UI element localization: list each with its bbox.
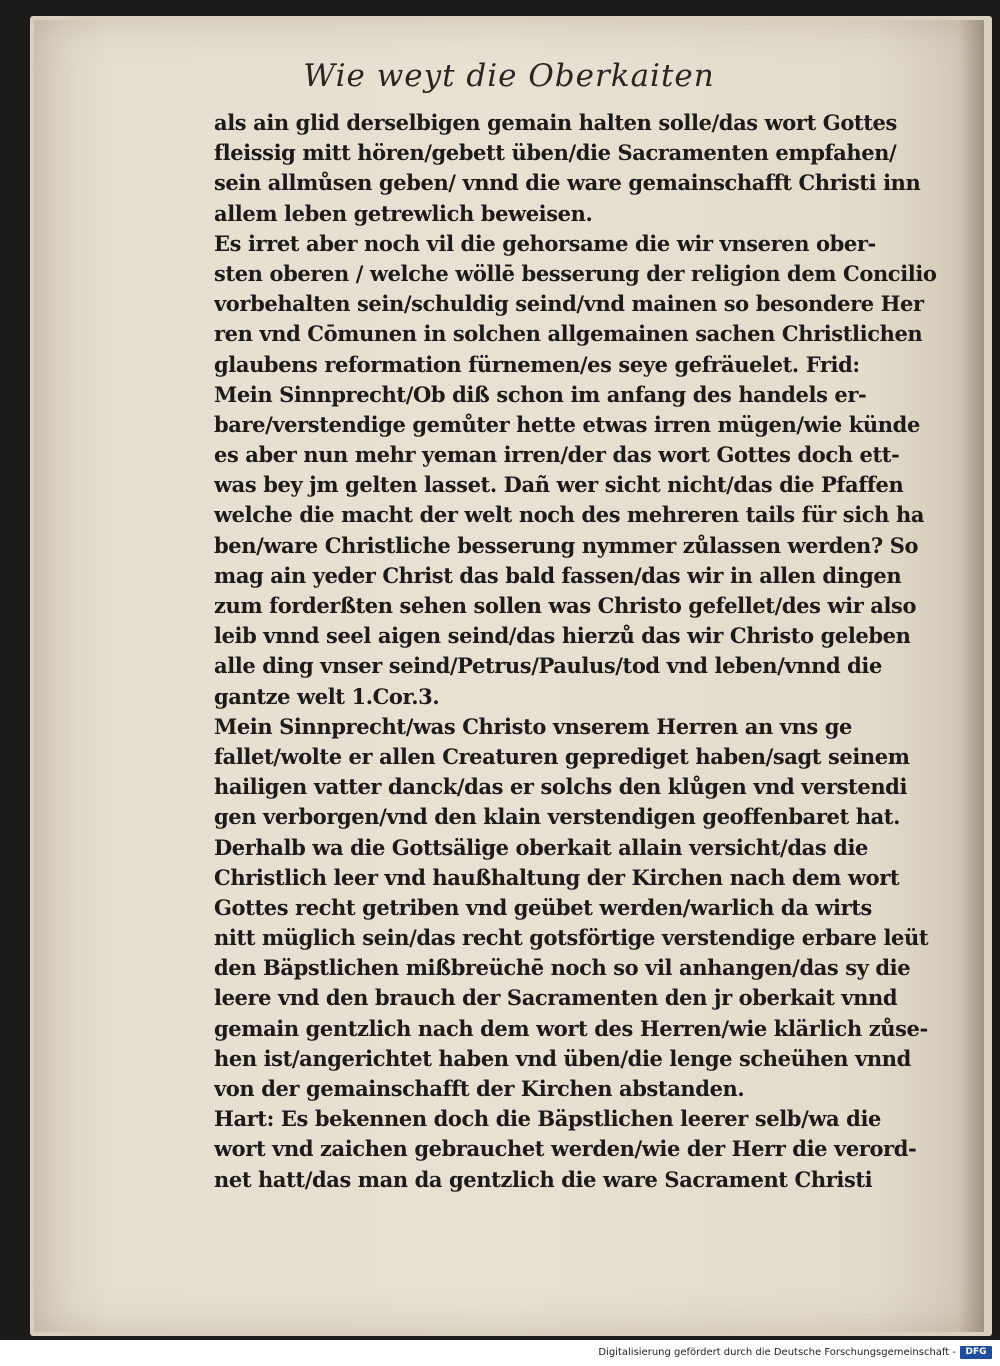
text-line: gemain gentzlich nach dem wort des Herren/wie klärlich zůse- <box>214 1015 928 1041</box>
text-block <box>214 108 962 1195</box>
text-line: vorbehalten sein/schuldig seind/vnd mainen so besondere Her <box>214 291 924 317</box>
text-line: allem leben getrewlich beweisen. <box>214 200 593 226</box>
book-page <box>34 20 984 1332</box>
text-line: hailigen vatter danck/das er solchs den klůgen vnd verstendi <box>214 774 908 800</box>
text-line: nitt müglich sein/das recht gotsförtige verstendige erbare leüt <box>214 925 929 951</box>
running-head: Wie weyt die Oberkaiten <box>303 58 715 94</box>
text-line: sten oberen / welche wöllē besserung der religion dem Concilio <box>214 260 937 286</box>
footer-bar <box>0 1340 1000 1366</box>
text-line: gantze welt 1.Cor.3. <box>214 683 440 709</box>
text-line: als ain glid derselbigen gemain halten solle/das wort Gottes <box>214 110 897 135</box>
text-line: wort vnd zaichen gebrauchet werden/wie der Herr die verord- <box>214 1136 917 1162</box>
text-line: welche die macht der welt noch des mehreren tails für sich ha <box>214 502 925 528</box>
text-line: ben/ware Christliche besserung nymmer zůlassen werden? So <box>214 532 919 558</box>
text-line: was bey jm gelten lasset. Dañ wer sicht nicht/das die Pfaffen <box>214 472 904 498</box>
dfg-logo: DFG <box>960 1346 992 1359</box>
text-line: mag ain yeder Christ das bald fassen/das wir in allen dingen <box>214 562 902 588</box>
text-line: leib vnnd seel aigen seind/das hierzů das wir Christo geleben <box>214 623 911 649</box>
text-line: es aber nun mehr yeman irren/der das wort Gottes doch ett- <box>214 442 900 468</box>
text-line: zum forderßten sehen sollen was Christo gefellet/des wir also <box>214 593 917 618</box>
text-line: Christlich leer vnd haußhaltung der Kirchen nach dem wort <box>214 864 900 890</box>
text-line: Es irret aber noch vil die gehorsame die wir vnseren ober- <box>214 230 876 256</box>
text-line: sein allmůsen geben/ vnnd die ware gemainschafft Christi inn <box>214 170 921 196</box>
text-line: Mein Sinnprecht/Ob diß schon im anfang des handels er- <box>214 381 867 407</box>
text-line: glaubens reformation fürnemen/es seye gefräuelet. Frid: <box>214 351 860 377</box>
footer-credit: Digitalisierung gefördert durch die Deutsche Forschungsgemeinschaft - <box>598 1347 956 1358</box>
text-line: hen ist/angerichtet haben vnd üben/die lenge scheühen vnnd <box>214 1045 911 1071</box>
text-line: alle ding vnser seind/Petrus/Paulus/tod vnd leben/vnnd die <box>214 653 882 679</box>
text-line: Mein Sinnprecht/was Christo vnserem Herren an vns ge <box>214 713 852 739</box>
text-line: net hatt/das man da gentzlich die ware Sacrament Christi <box>214 1166 873 1192</box>
text-line: von der gemainschafft der Kirchen abstanden. <box>214 1076 745 1101</box>
text-line: ren vnd Cōmunen in solchen allgemainen sachen Christlichen <box>214 321 923 347</box>
text-line: fleissig mitt hören/gebett üben/die Sacramenten empfahen/ <box>214 140 897 166</box>
text-line: Gottes recht getriben vnd geübet werden/warlich da wirts <box>214 894 872 920</box>
text-line: Derhalb wa die Gottsälige oberkait allain versicht/das die <box>214 834 868 860</box>
text-line: den Bäpstlichen mißbreüchē noch so vil anhangen/das sy die <box>214 955 911 981</box>
text-line: leere vnd den brauch der Sacramenten den jr oberkait vnnd <box>214 985 898 1011</box>
text-line: gen verborgen/vnd den klain verstendigen geoffenbaret hat. <box>214 804 900 830</box>
text-line: bare/verstendige gemůter hette etwas irren mügen/wie künde <box>214 411 920 437</box>
text-line: Hart: Es bekennen doch die Bäpstlichen leerer selb/wa die <box>214 1106 881 1132</box>
text-line: fallet/wolte er allen Creaturen geprediget haben/sagt seinem <box>214 743 910 769</box>
